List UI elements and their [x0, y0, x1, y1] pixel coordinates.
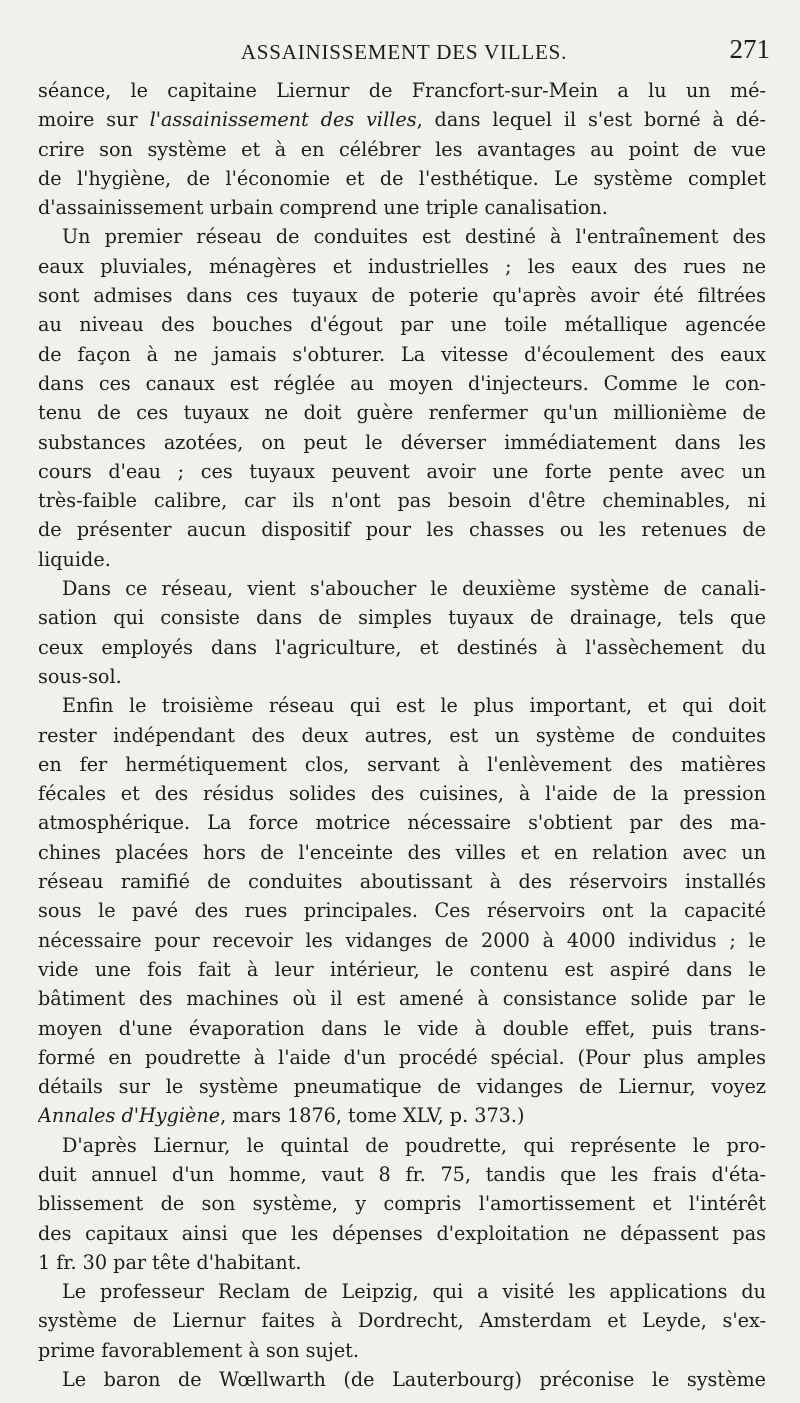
text-line: sation qui consiste dans de simples tuyaux de drainage, tels que [38, 606, 766, 630]
text-line: dans ces canaux est réglée au moyen d'injecteurs. Comme le con- [38, 371, 766, 395]
text-line: Le professeur Reclam de Leipzig, qui a visité les applications du [62, 1280, 766, 1304]
running-head [38, 34, 770, 70]
text-line [38, 105, 766, 134]
text-line: crire son système et à en célébrer les avantages au point de vue [38, 137, 766, 161]
text-line: de façon à ne jamais s'obturer. La vitesse d'écoulement des eaux [38, 342, 766, 366]
text-line: blissement de son système, y compris l'amortissement et l'intérêt [38, 1192, 766, 1216]
text-segment: , dans lequel il s'est borné à dé- [416, 108, 766, 132]
text-line: fécales et des résidus solides des cuisines, à l'aide de la pression [38, 782, 766, 806]
text-line: atmosphérique. La force motrice nécessaire s'obtient par des ma- [38, 811, 766, 835]
text-line: au niveau des bouches d'égout par une toile métallique agencée [38, 313, 766, 337]
text-line: liquide. [38, 547, 111, 571]
running-title: ASSAINISSEMENT DES VILLES. [240, 40, 568, 64]
text-line: séance, le capitaine Liernur de Francfort-sur-Mein a lu un mé- [38, 79, 766, 102]
text-line: bâtiment des machines où il est amené à consistance solide par le [38, 987, 766, 1011]
text-line: chines placées hors de l'enceinte des villes et en relation avec un [38, 840, 766, 864]
text-line: Dans ce réseau, vient s'aboucher le deuxième système de canali- [62, 577, 766, 601]
text-line: sont admises dans ces tuyaux de poterie qu'après avoir été filtrées [38, 284, 766, 308]
page-number: 271 [729, 34, 770, 64]
text-line: eaux pluviales, ménagères et industrielles ; les eaux des rues ne [38, 254, 766, 278]
text-line: substances azotées, on peut le déverser immédiatement dans les [38, 430, 766, 454]
text-line: d'assainissement urbain comprend une triple canalisation. [38, 196, 608, 220]
body-text [38, 76, 766, 1394]
text-line: Enfin le troisième réseau qui est le plus important, et qui doit [62, 694, 766, 718]
text-line: Un premier réseau de conduites est destiné à l'entraînement des [62, 225, 766, 249]
text-line: cours d'eau ; ces tuyaux peuvent avoir une forte pente avec un [38, 459, 766, 483]
text-line: nécessaire pour recevoir les vidanges de 2000 à 4000 individus ; le [38, 928, 766, 952]
text-line: duit annuel d'un homme, vaut 8 fr. 75, tandis que les frais d'éta- [38, 1162, 766, 1186]
text-line [38, 1101, 766, 1130]
text-line: D'après Liernur, le quintal de poudrette, qui représente le pro- [62, 1133, 766, 1157]
text-line: détails sur le système pneumatique de vidanges de Liernur, voyez [38, 1075, 766, 1099]
text-line: ceux employés dans l'agriculture, et destinés à l'assèchement du [38, 635, 766, 659]
text-line: 1 fr. 30 par tête d'habitant. [38, 1250, 302, 1274]
text-line: sous le pavé des rues principales. Ces réservoirs ont la capacité [38, 899, 766, 923]
italic-title: Annales d'Hygiène [38, 1104, 221, 1128]
text-line: rester indépendant des deux autres, est un système de conduites [38, 723, 766, 747]
text-line: de présenter aucun dispositif pour les chasses ou les retenues de [38, 518, 766, 542]
text-line: tenu de ces tuyaux ne doit guère renfermer qu'un millionième de [38, 401, 766, 425]
text-line: vide une fois fait à leur intérieur, le contenu est aspiré dans le [38, 957, 766, 981]
text-line: réseau ramifié de conduites aboutissant à des réservoirs installés [38, 870, 766, 894]
text-line: prime favorablement à son sujet. [38, 1338, 359, 1362]
text-line: formé en poudrette à l'aide d'un procédé spécial. (Pour plus amples [38, 1045, 766, 1069]
text-line: moyen d'une évaporation dans le vide à double effet, puis trans- [38, 1016, 766, 1040]
text-segment: , mars 1876, tome XLV, p. 373.) [220, 1104, 525, 1128]
text-segment: moire sur [38, 108, 150, 132]
text-line: très-faible calibre, car ils n'ont pas besoin d'être cheminables, ni [38, 489, 766, 513]
text-line: Le baron de Wœllwarth (de Lauterbourg) préconise le système [62, 1368, 766, 1392]
text-line: des capitaux ainsi que les dépenses d'exploitation ne dépassent pas [38, 1221, 766, 1245]
text-line: en fer hermétiquement clos, servant à l'enlèvement des matières [38, 752, 766, 776]
text-line: sous-sol. [38, 664, 122, 688]
text-line: système de Liernur faites à Dordrecht, Amsterdam et Leyde, s'ex- [38, 1309, 766, 1333]
italic-title: l'assainissement des villes [149, 108, 417, 132]
text-line: de l'hygiène, de l'économie et de l'esthétique. Le système complet [38, 166, 766, 190]
